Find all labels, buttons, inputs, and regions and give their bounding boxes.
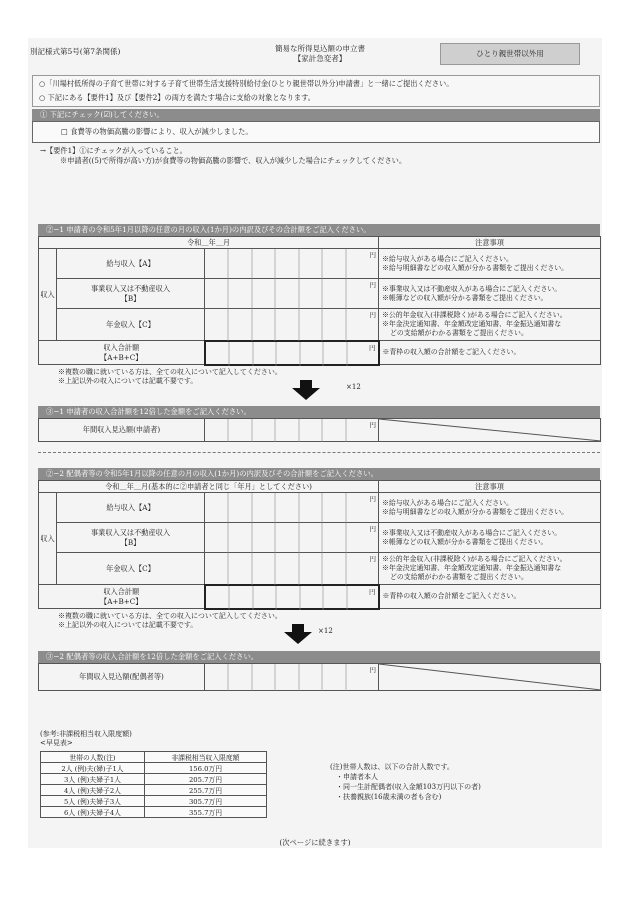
digit-grid bbox=[205, 419, 379, 442]
section-2-1 bbox=[38, 224, 600, 386]
category-badge: ひとり親世帯以外用 bbox=[440, 43, 580, 65]
income-table-spouse bbox=[38, 480, 601, 610]
month-header: 令和＿年＿月 bbox=[39, 237, 379, 249]
digit-grid bbox=[205, 523, 379, 553]
digit-grid bbox=[205, 493, 379, 523]
notice-line-2: ○ 下記にある【要件1】及び【要件2】の両方を満たす場合に支給の対象となります。 bbox=[39, 93, 315, 102]
row-label-b-spouse: 事業収入又は不動産収入 【B】 bbox=[57, 523, 205, 553]
digit-grid bbox=[205, 664, 379, 691]
annual-label-applicant: 年間収入見込額(申請者) bbox=[39, 419, 205, 442]
section-3-1 bbox=[38, 406, 600, 442]
month-header-spouse: 令和＿年＿月(基本的に②申請者と同じ「年月」としてください) bbox=[39, 481, 379, 493]
row-label-c: 年金収入【C】 bbox=[57, 309, 205, 341]
ref-people: 5人 (例)夫婦子3人 bbox=[41, 796, 145, 807]
section-2-1-bar: ②−1 申請者の令和5年1月以降の任意の月の収入(1か月)の内訳及びその合計額をご記入ください。 bbox=[38, 224, 600, 236]
section-1-checkbox[interactable]: □ 食費等の物価高騰の影響により、収入が減少しました。 bbox=[32, 121, 600, 143]
section-3-1-bar: ③−1 申請者の収入合計額を12倍した金額をご記入ください。 bbox=[38, 406, 600, 418]
total-label: 収入合計額 【A+B+C】 bbox=[39, 341, 205, 365]
continued-note: (次ページに続きます) bbox=[279, 838, 351, 847]
arrow-down-icon bbox=[292, 380, 320, 400]
digit-grid bbox=[205, 249, 379, 279]
note-c-spouse: ※公的年金収入(非課税除く)がある場合にご記入ください。 ※年金決定通知書、年金額改定通知書、年金振込通知書な どの支給額がわかる書類をご提出ください。 bbox=[379, 553, 601, 585]
household-note: (注)世帯人数は、以下の合計人数です。 ・申請者本人 ・同一生計配偶者(収入金額103万円以下の者) ・扶養親族(16歳未満の者も含む) bbox=[330, 763, 481, 801]
income-side-label-spouse: 収入 bbox=[39, 493, 57, 585]
amount-input-b[interactable]: 円 bbox=[205, 279, 379, 309]
section-3-2 bbox=[38, 651, 600, 691]
digit-grid bbox=[206, 586, 380, 610]
ref-amount: 255.7万円 bbox=[145, 785, 267, 796]
digit-grid bbox=[205, 279, 379, 309]
section-2-2-bar: ②−2 配偶者等の令和5年1月以降の任意の月の収入(1か月)の内訳及びその合計額をご記入ください。 bbox=[38, 468, 600, 480]
reference-title: (参考:非課税相当収入限度額) <早見表> bbox=[40, 730, 132, 747]
note-a: ※給与収入がある場合にご記入ください。 ※給与明細書などの収入額が分かる書類をご提出ください。 bbox=[379, 249, 601, 279]
row-label-a: 給与収入【A】 bbox=[57, 249, 205, 279]
row-label-b: 事業収入又は不動産収入 【B】 bbox=[57, 279, 205, 309]
row-label-c-spouse: 年金収入【C】 bbox=[57, 553, 205, 585]
amount-input-c-spouse[interactable]: 円 bbox=[205, 553, 379, 585]
ref-people: 6人 (例)夫婦子4人 bbox=[41, 807, 145, 818]
form-title-main: 簡易な所得見込額の申立書 bbox=[275, 44, 365, 53]
annual-input-applicant[interactable]: 円 bbox=[205, 419, 379, 442]
section-2-2 bbox=[38, 468, 600, 630]
note-b-spouse: ※事業収入又は不動産収入がある場合にご記入ください。 ※帳簿などの収入額が分かる書類をご提出ください。 bbox=[379, 523, 601, 553]
total-note: ※青枠の収入額の合計額をご記入ください。 bbox=[379, 341, 601, 365]
ref-amount: 355.7万円 bbox=[145, 807, 267, 818]
form-number: 別記様式第5号(第7条関係) bbox=[30, 47, 121, 56]
total-input[interactable]: 円 bbox=[205, 341, 379, 365]
digit-grid bbox=[205, 553, 379, 585]
divider bbox=[38, 452, 600, 453]
notice-line-1: ○「川場村低所得の子育て世帯に対する子育て世帯生活支援特別給付金(ひとり親世帯以外分)申請書」と一緒にご提出ください。 bbox=[39, 79, 454, 88]
ref-people: 2人 (例)夫(婦)子1人 bbox=[41, 763, 145, 774]
times-12-label: ×12 bbox=[346, 383, 361, 391]
annual-label-spouse: 年間収入見込額(配偶者等) bbox=[39, 664, 205, 691]
income-side-label: 収入 bbox=[39, 249, 57, 341]
section-3-2-bar: ③−2 配偶者等の収入合計額を12倍した金額をご記入ください。 bbox=[38, 651, 600, 663]
notes-header: 注意事項 bbox=[379, 237, 601, 249]
section-1-bar: ① 下記にチェック(☑)してください。 bbox=[32, 109, 600, 121]
total-label-spouse: 収入合計額 【A+B+C】 bbox=[39, 585, 205, 609]
notes-header-spouse: 注意事項 bbox=[379, 481, 601, 493]
requirement-1-note: ※申請者((5)で所得が高い方)が食費等の物価高騰の影響で、収入が減少した場合にチェックしてください。 bbox=[60, 156, 407, 165]
annual-input-spouse[interactable]: 円 bbox=[205, 664, 379, 691]
digit-grid bbox=[206, 342, 380, 366]
ref-amount: 305.7万円 bbox=[145, 796, 267, 807]
arrow-down-icon-2 bbox=[284, 624, 312, 644]
annual-table-spouse bbox=[38, 663, 601, 691]
note-a-spouse: ※給与収入がある場合にご記入ください。 ※給与明細書などの収入額が分かる書類をご提出ください。 bbox=[379, 493, 601, 523]
ref-people: 3人 (例)夫婦子1人 bbox=[41, 774, 145, 785]
form-title bbox=[240, 44, 400, 64]
ref-col-amount: 非課税相当収入限度額 bbox=[145, 752, 267, 763]
form-subtitle: 【家計急変者】 bbox=[293, 54, 347, 63]
amount-input-a-spouse[interactable]: 円 bbox=[205, 493, 379, 523]
row-label-a-spouse: 給与収入【A】 bbox=[57, 493, 205, 523]
note-b: ※事業収入又は不動産収入がある場合にご記入ください。 ※帳簿などの収入額が分かる書類をご提出ください。 bbox=[379, 279, 601, 309]
total-note-spouse: ※青枠の収入額の合計額をご記入ください。 bbox=[379, 585, 601, 609]
section-1 bbox=[32, 109, 600, 143]
note-c: ※公的年金収入(非課税除く)がある場合にご記入ください。 ※年金決定通知書、年金額改定通知書、年金振込通知書な どの支給額がわかる書類をご提出ください。 bbox=[379, 309, 601, 341]
income-table-applicant bbox=[38, 236, 601, 366]
ref-amount: 156.0万円 bbox=[145, 763, 267, 774]
digit-grid bbox=[205, 309, 379, 341]
annual-table-applicant bbox=[38, 418, 601, 442]
section-2-2-footnotes: ※複数の職に就いている方は、全ての収入について記入してください。 ※上記以外の収入については記載不要です。 bbox=[58, 611, 282, 629]
requirement-1: →【要件1】①にチェックが入っていること。 bbox=[40, 146, 187, 155]
notice-box bbox=[32, 75, 600, 107]
amount-input-c[interactable]: 円 bbox=[205, 309, 379, 341]
annual-blank-spouse bbox=[379, 664, 601, 691]
ref-amount: 205.7万円 bbox=[145, 774, 267, 785]
times-12-label-2: ×12 bbox=[318, 627, 333, 635]
ref-people: 4人 (例)夫婦子2人 bbox=[41, 785, 145, 796]
section-2-1-footnotes: ※複数の職に就いている方は、全ての収入について記入してください。 ※上記以外の収入については記載不要です。 bbox=[58, 367, 282, 385]
reference-table bbox=[40, 751, 267, 818]
ref-col-people: 世帯の人数(注) bbox=[41, 752, 145, 763]
total-input-spouse[interactable]: 円 bbox=[205, 585, 379, 609]
annual-blank-applicant bbox=[379, 419, 601, 442]
amount-input-b-spouse[interactable]: 円 bbox=[205, 523, 379, 553]
amount-input-a[interactable]: 円 bbox=[205, 249, 379, 279]
